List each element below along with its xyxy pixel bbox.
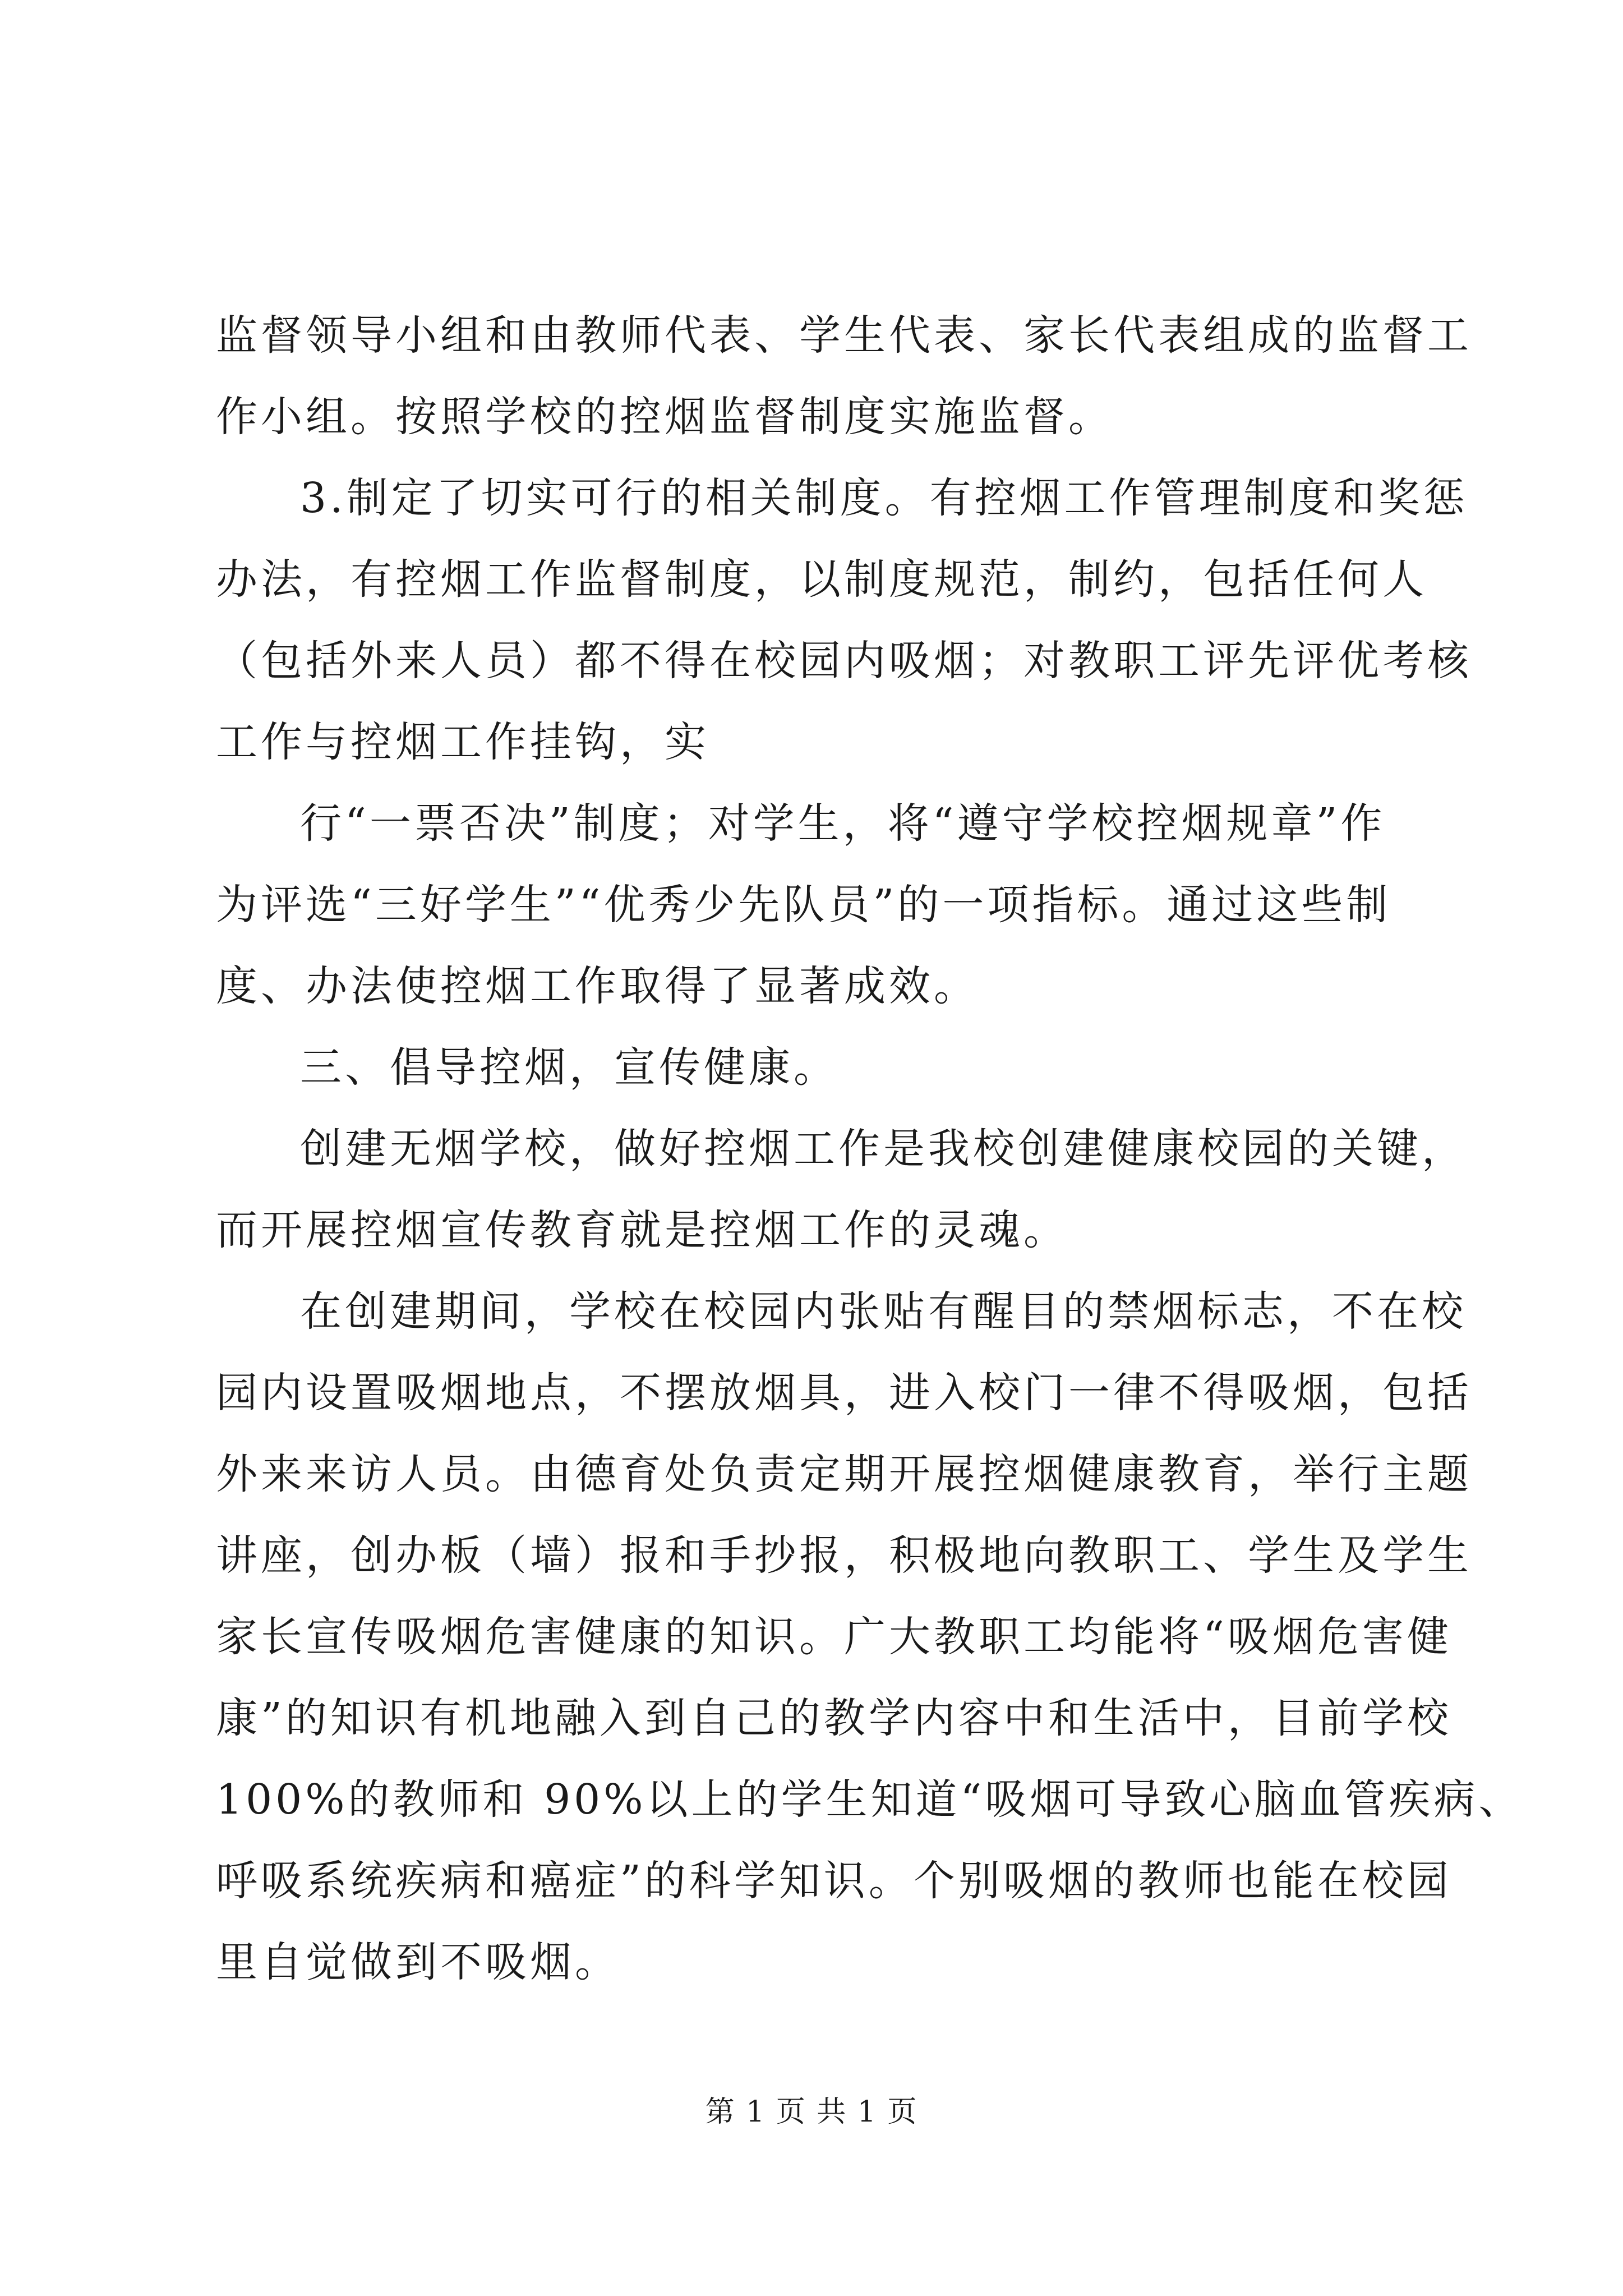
text-line: 创建无烟学校，做好控烟工作是我校创建健康校园的关键， [300, 1125, 1467, 1173]
text-line: 3.制定了切实可行的相关制度。有控烟工作管理制度和奖惩 [300, 474, 1468, 522]
text-line: 家长宣传吸烟危害健康的知识。广大教职工均能将“吸烟危害健 [216, 1613, 1452, 1661]
text-line: 度、办法使控烟工作取得了显著成效。 [216, 962, 979, 1010]
text-line: 行“一票否决”制度；对学生，将“遵守学校控烟规章”作 [300, 799, 1386, 848]
text-line: 康”的知识有机地融入到自己的教学内容中和生活中，目前学校 [216, 1694, 1452, 1742]
text-line: 100%的教师和 90%以上的学生知道“吸烟可导致心脑血管疾病、 [216, 1775, 1524, 1824]
text-line: 监督领导小组和由教师代表、学生代表、家长代表组成的监督工 [216, 311, 1472, 360]
text-line: 办法，有控烟工作监督制度，以制度规范，制约，包括任何人 [216, 555, 1427, 604]
text-line: 呼吸系统疾病和癌症”的科学知识。个别吸烟的教师也能在校园 [216, 1857, 1452, 1905]
text-line: 作小组。按照学校的控烟监督制度实施监督。 [216, 393, 1113, 441]
text-line: （包括外来人员）都不得在校园内吸烟；对教职工评先评优考核 [216, 637, 1472, 685]
text-line: 里自觉做到不吸烟。 [216, 1938, 620, 1986]
text-line: 而开展控烟宣传教育就是控烟工作的灵魂。 [216, 1206, 1068, 1254]
text-line: 讲座，创办板（墙）报和手抄报，积极地向教职工、学生及学生 [216, 1531, 1472, 1580]
text-line: 外来来访人员。由德育处负责定期开展控烟健康教育，举行主题 [216, 1450, 1472, 1498]
text-line: 工作与控烟工作挂钩，实 [216, 718, 709, 766]
page-footer: 第 1 页 共 1 页 [705, 2095, 918, 2129]
text-line: 在创建期间，学校在校园内张贴有醒目的禁烟标志，不在校 [300, 1287, 1467, 1336]
text-line: 为评选“三好学生”“优秀少先队员”的一项指标。通过这些制 [216, 881, 1391, 929]
section-heading: 三、倡导控烟，宣传健康。 [300, 1043, 838, 1092]
text-line: 园内设置吸烟地点，不摆放烟具，进入校门一律不得吸烟，包括 [216, 1369, 1472, 1417]
